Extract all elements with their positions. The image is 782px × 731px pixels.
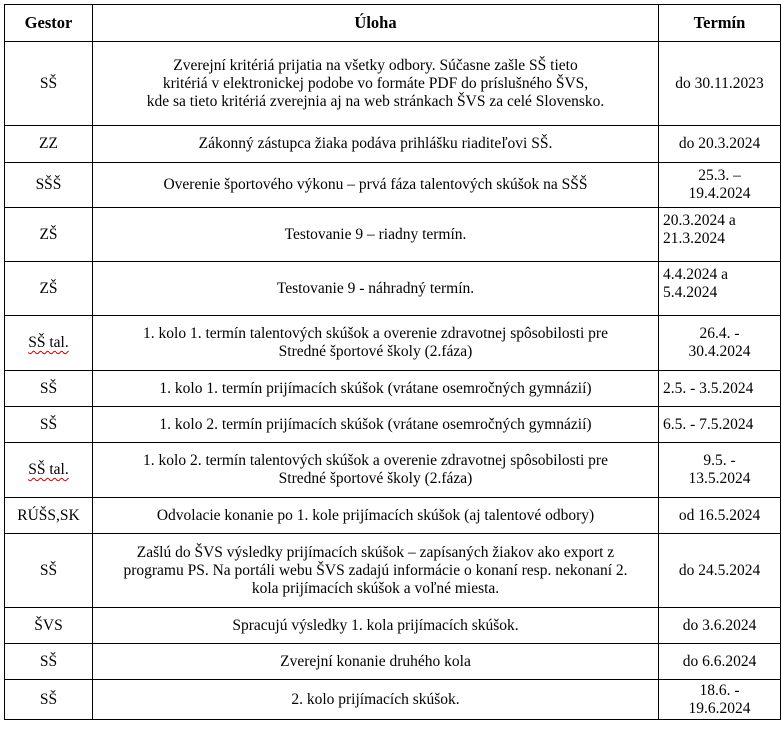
task-line: programu PS. Na portáli webu ŠVS zadajú informácie o konaní resp. nekonaní 2. bbox=[123, 561, 628, 579]
admissions-schedule-table bbox=[4, 4, 781, 720]
task-line: 1. kolo 2. termín talentových skúšok a overenie zdravotnej spôsobilosti pre bbox=[143, 452, 608, 469]
gestor-cell: SŠ bbox=[5, 407, 93, 443]
term-cell bbox=[659, 371, 781, 407]
task-line: Zverejní kritériá prijatia na všetky odbory. Súčasne zašle SŠ tieto bbox=[173, 56, 578, 74]
gestor-cell: SŠŠ bbox=[5, 163, 93, 208]
gestor-cell: SŠ bbox=[5, 680, 93, 720]
header-row bbox=[5, 5, 781, 42]
term-cell bbox=[659, 407, 781, 443]
task-line: Stredné športové školy (2.fáza) bbox=[278, 343, 473, 360]
table-row bbox=[5, 126, 781, 163]
term-line: 4.4.2024 a bbox=[663, 266, 729, 283]
gestor-cell: SŠ bbox=[5, 371, 93, 407]
term-line: 6.5. - 7.5.2024 bbox=[663, 415, 754, 433]
task-cell bbox=[93, 644, 659, 680]
task-cell bbox=[93, 534, 659, 608]
table-row bbox=[5, 680, 781, 720]
term-cell bbox=[659, 208, 781, 262]
task-cell bbox=[93, 126, 659, 163]
task-line: 2. kolo prijímacích skúšok. bbox=[291, 690, 460, 708]
header-task: Úloha bbox=[93, 5, 659, 42]
term-cell bbox=[659, 680, 781, 720]
task-cell bbox=[93, 163, 659, 208]
task-line: Testovanie 9 - náhradný termín. bbox=[276, 279, 475, 297]
table-row bbox=[5, 498, 781, 534]
task-cell bbox=[93, 208, 659, 262]
term-line: od 16.5.2024 bbox=[678, 506, 761, 524]
gestor-text: SŠ tal. bbox=[28, 461, 69, 478]
table-row bbox=[5, 316, 781, 371]
gestor-cell: SŠ bbox=[5, 42, 93, 126]
task-cell bbox=[93, 42, 659, 126]
term-cell bbox=[659, 443, 781, 498]
term-line: 19.4.2024 bbox=[688, 185, 751, 202]
table-row bbox=[5, 163, 781, 208]
gestor-text: SŠ tal. bbox=[28, 334, 69, 351]
gestor-cell: ZZ bbox=[5, 126, 93, 163]
term-cell bbox=[659, 644, 781, 680]
gestor-cell: SŠ bbox=[5, 534, 93, 608]
table-row bbox=[5, 208, 781, 262]
term-line: do 6.6.2024 bbox=[682, 652, 757, 670]
task-line: Odvolacie konanie po 1. kole prijímacích skúšok (aj talentové odbory) bbox=[156, 506, 595, 524]
task-line: Stredné športové školy (2.fáza) bbox=[278, 470, 473, 487]
term-line: 18.6. - bbox=[699, 681, 740, 699]
term-line: 19.6.2024 bbox=[688, 699, 751, 717]
table-row bbox=[5, 443, 781, 498]
term-cell bbox=[659, 42, 781, 126]
task-cell bbox=[93, 262, 659, 316]
term-line: 9.5. - bbox=[703, 452, 736, 469]
term-line: do 24.5.2024 bbox=[678, 561, 761, 579]
gestor-cell bbox=[5, 443, 93, 498]
term-cell bbox=[659, 163, 781, 208]
term-line: 26.4. - bbox=[699, 325, 740, 342]
term-line: 25.3. – bbox=[698, 167, 741, 184]
task-line: kde sa tieto kritériá zverejnia aj na web stránkach ŠVS za celé Slovensko. bbox=[146, 92, 605, 110]
task-line: Overenie športového výkonu – prvá fáza talentových skúšok na SŠŠ bbox=[163, 176, 588, 193]
table-row bbox=[5, 644, 781, 680]
term-cell bbox=[659, 608, 781, 644]
task-line: Zašlú do ŠVS výsledky prijímacích skúšok – zapísaných žiakov ako export z bbox=[136, 543, 615, 561]
term-line: 2.5. - 3.5.2024 bbox=[663, 379, 754, 397]
task-cell bbox=[93, 498, 659, 534]
term-line: do 30.11.2023 bbox=[675, 74, 764, 92]
task-line: 1. kolo 1. termín talentových skúšok a overenie zdravotnej spôsobilosti pre bbox=[143, 325, 608, 342]
header-gestor: Gestor bbox=[5, 5, 93, 42]
term-line: 13.5.2024 bbox=[688, 470, 751, 487]
term-line: 5.4.2024 bbox=[663, 284, 718, 301]
task-cell bbox=[93, 316, 659, 371]
task-line: Testovanie 9 – riadny termín. bbox=[284, 225, 467, 243]
gestor-cell: ZŠ bbox=[5, 262, 93, 316]
term-line: 20.3.2024 a bbox=[663, 212, 736, 229]
term-line: do 3.6.2024 bbox=[682, 616, 757, 634]
task-cell bbox=[93, 443, 659, 498]
gestor-cell: RÚŠS,SK bbox=[5, 498, 93, 534]
task-cell bbox=[93, 371, 659, 407]
task-line: 1. kolo 2. termín prijímacích skúšok (vrátane osemročných gymnázií) bbox=[159, 415, 592, 433]
task-line: Spracujú výsledky 1. kola prijímacích skúšok. bbox=[232, 616, 519, 634]
header-term: Termín bbox=[659, 5, 781, 42]
table-row bbox=[5, 371, 781, 407]
table-row bbox=[5, 407, 781, 443]
task-cell bbox=[93, 608, 659, 644]
gestor-cell: SŠ bbox=[5, 644, 93, 680]
table-row bbox=[5, 262, 781, 316]
task-line: 1. kolo 1. termín prijímacích skúšok (vrátane osemročných gymnázií) bbox=[159, 379, 592, 397]
term-cell bbox=[659, 262, 781, 316]
term-line: do 20.3.2024 bbox=[678, 135, 761, 152]
task-line: Zákonný zástupca žiaka podáva prihlášku riaditeľovi SŠ. bbox=[198, 135, 553, 152]
term-cell bbox=[659, 316, 781, 371]
table-row bbox=[5, 534, 781, 608]
task-cell bbox=[93, 680, 659, 720]
task-cell bbox=[93, 407, 659, 443]
task-line: Zverejní konanie druhého kola bbox=[280, 652, 471, 670]
gestor-cell bbox=[5, 316, 93, 371]
term-cell bbox=[659, 534, 781, 608]
task-line: kritériá v elektronickej podobe vo formáte PDF do príslušného ŠVS, bbox=[162, 74, 589, 92]
task-line: kola prijímacích skúšok a voľné miesta. bbox=[251, 579, 500, 597]
table-row bbox=[5, 42, 781, 126]
gestor-cell: ZŠ bbox=[5, 208, 93, 262]
term-line: 21.3.2024 bbox=[663, 230, 725, 247]
term-line: 30.4.2024 bbox=[688, 343, 751, 360]
table-row bbox=[5, 608, 781, 644]
term-cell bbox=[659, 126, 781, 163]
gestor-cell: ŠVS bbox=[5, 608, 93, 644]
term-cell bbox=[659, 498, 781, 534]
